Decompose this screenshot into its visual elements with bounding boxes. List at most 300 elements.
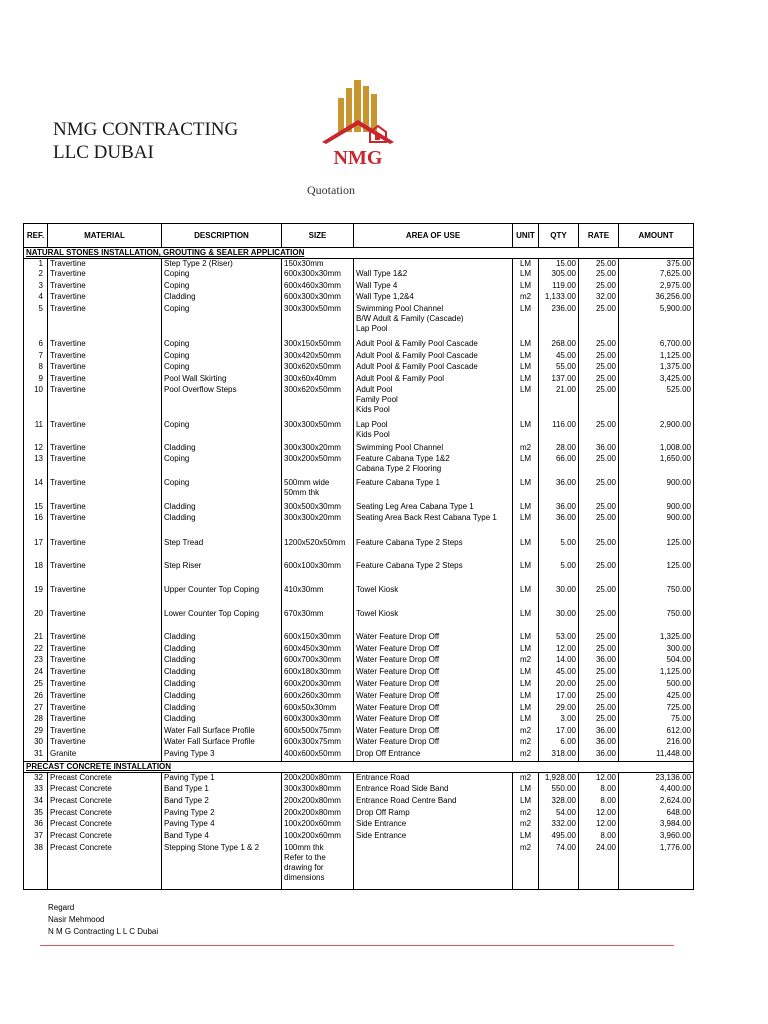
table-row — [24, 714, 694, 726]
cell-size-line: 300x300x20mm — [284, 443, 341, 452]
cell-area — [354, 351, 513, 362]
cell-area — [354, 478, 513, 502]
table-row — [24, 513, 694, 538]
cell-description: Paving Type 2 — [162, 808, 282, 819]
cell-unit: m2 — [513, 443, 539, 454]
cell-size — [282, 632, 354, 644]
cell-unit: m2 — [513, 726, 539, 737]
cell-ref: 10 — [24, 385, 48, 420]
cell-area — [354, 726, 513, 737]
cell-material: Travertine — [48, 609, 162, 632]
cell-size — [282, 679, 354, 691]
cell-amount: 7,625.00 — [619, 269, 694, 281]
cell-unit: m2 — [513, 843, 539, 889]
cell-area — [354, 679, 513, 691]
cell-amount: 648.00 — [619, 808, 694, 819]
cell-ref: 36 — [24, 819, 48, 831]
cell-qty: 53.00 — [539, 632, 579, 644]
cell-amount: 375.00 — [619, 259, 694, 270]
table-row — [24, 443, 694, 454]
cell-area-line: Kids Pool — [356, 405, 390, 414]
cell-description: Cladding — [162, 691, 282, 703]
cell-rate: 36.00 — [579, 749, 619, 761]
cell-size — [282, 454, 354, 478]
cell-area-line: Wall Type 4 — [356, 281, 398, 290]
cell-rate: 8.00 — [579, 784, 619, 796]
cell-area-line: Cabana Type 2 Flooring — [356, 464, 442, 473]
cell-area-line: Water Feature Drop Off — [356, 667, 440, 676]
cell-area — [354, 784, 513, 796]
cell-area-line: Adult Pool & Family Pool Cascade — [356, 351, 478, 360]
cell-unit: LM — [513, 374, 539, 385]
cell-material: Travertine — [48, 362, 162, 374]
cell-area — [354, 632, 513, 644]
cell-amount: 1,375.00 — [619, 362, 694, 374]
table-header-row — [24, 224, 694, 248]
table-row — [24, 655, 694, 667]
section-title: PRECAST CONCRETE INSTALLATION — [24, 761, 694, 772]
cell-material: Travertine — [48, 667, 162, 679]
logo-text: NMG — [333, 147, 383, 169]
cell-material: Travertine — [48, 292, 162, 304]
cell-area-line: Water Feature Drop Off — [356, 703, 440, 712]
cell-description: Coping — [162, 420, 282, 443]
cell-qty: 74.00 — [539, 843, 579, 889]
cell-area-line: Swimming Pool Channel — [356, 304, 444, 313]
cell-amount: 525.00 — [619, 385, 694, 420]
cell-material: Travertine — [48, 420, 162, 443]
cell-amount: 23,136.00 — [619, 772, 694, 784]
cell-material: Travertine — [48, 374, 162, 385]
cell-unit: m2 — [513, 749, 539, 761]
cell-area-line: Feature Cabana Type 1&2 — [356, 454, 450, 463]
table-row — [24, 784, 694, 796]
cell-size — [282, 796, 354, 808]
cell-material: Travertine — [48, 561, 162, 585]
cell-rate: 8.00 — [579, 796, 619, 808]
document-title: Quotation — [307, 183, 355, 197]
cell-rate: 36.00 — [579, 655, 619, 667]
cell-qty: 1,928.00 — [539, 772, 579, 784]
cell-description: Cladding — [162, 632, 282, 644]
cell-size — [282, 749, 354, 761]
cell-rate: 25.00 — [579, 259, 619, 270]
table-row — [24, 454, 694, 478]
cell-size — [282, 714, 354, 726]
cell-qty: 17.00 — [539, 726, 579, 737]
cell-size — [282, 644, 354, 655]
cell-ref: 25 — [24, 679, 48, 691]
cell-ref: 27 — [24, 703, 48, 714]
cell-material: Precast Concrete — [48, 796, 162, 808]
cell-qty: 55.00 — [539, 362, 579, 374]
cell-size — [282, 843, 354, 889]
cell-area-line: Entrance Road Side Band — [356, 784, 449, 793]
cell-ref: 37 — [24, 831, 48, 843]
cell-area — [354, 749, 513, 761]
cell-amount: 2,900.00 — [619, 420, 694, 443]
cell-size — [282, 808, 354, 819]
cell-ref: 30 — [24, 737, 48, 749]
cell-qty: 328.00 — [539, 796, 579, 808]
cell-size-line: 300x620x50mm — [284, 385, 341, 394]
cell-size — [282, 259, 354, 270]
cell-size-line: 670x30mm — [284, 609, 324, 618]
cell-rate: 25.00 — [579, 679, 619, 691]
cell-size-line: 100x200x60mm — [284, 831, 341, 840]
cell-material: Travertine — [48, 443, 162, 454]
cell-amount: 900.00 — [619, 513, 694, 538]
cell-rate: 25.00 — [579, 513, 619, 538]
cell-ref: 22 — [24, 644, 48, 655]
cell-ref: 29 — [24, 726, 48, 737]
cell-area-line: Towel Kiosk — [356, 585, 399, 594]
cell-amount: 900.00 — [619, 478, 694, 502]
table-row — [24, 644, 694, 655]
cell-description: Cladding — [162, 644, 282, 655]
cell-rate: 25.00 — [579, 632, 619, 644]
cell-description: Paving Type 3 — [162, 749, 282, 761]
cell-ref: 14 — [24, 478, 48, 502]
cell-description: Cladding — [162, 679, 282, 691]
cell-material: Travertine — [48, 538, 162, 561]
cell-unit: LM — [513, 385, 539, 420]
company-name-line2: LLC DUBAI — [53, 142, 154, 163]
cell-unit: LM — [513, 644, 539, 655]
cell-amount: 500.00 — [619, 679, 694, 691]
cell-description: Cladding — [162, 703, 282, 714]
cell-ref: 6 — [24, 339, 48, 351]
cell-area — [354, 691, 513, 703]
cell-qty: 29.00 — [539, 703, 579, 714]
cell-description: Pool Overflow Steps — [162, 385, 282, 420]
cell-description: Coping — [162, 339, 282, 351]
cell-rate: 36.00 — [579, 443, 619, 454]
cell-area-line: Seating Area Back Rest Cabana Type 1 — [356, 513, 497, 522]
cell-amount: 2,975.00 — [619, 281, 694, 292]
cell-ref: 1 — [24, 259, 48, 270]
cell-description: Cladding — [162, 502, 282, 513]
cell-qty: 550.00 — [539, 784, 579, 796]
cell-description: Coping — [162, 478, 282, 502]
cell-description: Paving Type 4 — [162, 819, 282, 831]
cell-material: Travertine — [48, 454, 162, 478]
cell-qty: 28.00 — [539, 443, 579, 454]
cell-ref: 24 — [24, 667, 48, 679]
cell-material: Granite — [48, 749, 162, 761]
cell-amount: 216.00 — [619, 737, 694, 749]
cell-size-line: 300x150x50mm — [284, 339, 341, 348]
cell-qty: 5.00 — [539, 561, 579, 585]
cell-area-line: Water Feature Drop Off — [356, 714, 440, 723]
cell-ref: 9 — [24, 374, 48, 385]
cell-unit: LM — [513, 561, 539, 585]
cell-unit: LM — [513, 351, 539, 362]
cell-size-line: 600x300x75mm — [284, 737, 341, 746]
column-header: MATERIAL — [48, 224, 162, 248]
cell-unit: m2 — [513, 772, 539, 784]
cell-material: Travertine — [48, 691, 162, 703]
footer-signature — [48, 902, 158, 938]
cell-area-line: Entrance Road Centre Band — [356, 796, 457, 805]
cell-rate: 25.00 — [579, 585, 619, 609]
table-row — [24, 374, 694, 385]
cell-qty: 30.00 — [539, 585, 579, 609]
cell-area-line: Family Pool — [356, 395, 398, 404]
cell-area-line: Water Feature Drop Off — [356, 737, 440, 746]
cell-unit: LM — [513, 679, 539, 691]
cell-area — [354, 796, 513, 808]
cell-rate: 25.00 — [579, 420, 619, 443]
cell-size — [282, 374, 354, 385]
cell-amount: 3,425.00 — [619, 374, 694, 385]
cell-material: Travertine — [48, 737, 162, 749]
cell-qty: 36.00 — [539, 502, 579, 513]
cell-size — [282, 655, 354, 667]
cell-unit: LM — [513, 796, 539, 808]
cell-qty: 5.00 — [539, 538, 579, 561]
table-row — [24, 385, 694, 420]
cell-rate: 25.00 — [579, 714, 619, 726]
cell-rate: 25.00 — [579, 351, 619, 362]
cell-size-line: 50mm thk — [284, 488, 320, 497]
cell-unit: LM — [513, 478, 539, 502]
cell-rate: 36.00 — [579, 737, 619, 749]
cell-unit: LM — [513, 420, 539, 443]
cell-size-line: 600x100x30mm — [284, 561, 341, 570]
cell-area-line: Lap Pool — [356, 324, 388, 333]
cell-unit: LM — [513, 454, 539, 478]
cell-rate: 25.00 — [579, 667, 619, 679]
cell-material: Travertine — [48, 679, 162, 691]
cell-size — [282, 304, 354, 339]
cell-area-line: Wall Type 1&2 — [356, 269, 408, 278]
table-row — [24, 420, 694, 443]
cell-size — [282, 362, 354, 374]
cell-description: Upper Counter Top Coping — [162, 585, 282, 609]
cell-unit: LM — [513, 304, 539, 339]
section-header-row — [24, 248, 694, 259]
cell-size — [282, 772, 354, 784]
cell-ref: 21 — [24, 632, 48, 644]
cell-ref: 34 — [24, 796, 48, 808]
cell-area — [354, 281, 513, 292]
column-header: REF. — [24, 224, 48, 248]
cell-description: Lower Counter Top Coping — [162, 609, 282, 632]
cell-amount: 125.00 — [619, 538, 694, 561]
cell-area-line: B/W Adult & Family (Cascade) — [356, 314, 464, 323]
cell-rate: 8.00 — [579, 831, 619, 843]
table-row — [24, 304, 694, 339]
cell-rate: 25.00 — [579, 691, 619, 703]
cell-unit: m2 — [513, 808, 539, 819]
cell-size — [282, 420, 354, 443]
cell-amount: 504.00 — [619, 655, 694, 667]
cell-qty: 137.00 — [539, 374, 579, 385]
cell-ref: 18 — [24, 561, 48, 585]
cell-size — [282, 737, 354, 749]
cell-size-line: 600x200x30mm — [284, 679, 341, 688]
table-row — [24, 339, 694, 351]
cell-qty: 20.00 — [539, 679, 579, 691]
cell-qty: 305.00 — [539, 269, 579, 281]
column-header: AMOUNT — [619, 224, 694, 248]
cell-description: Coping — [162, 304, 282, 339]
cell-area — [354, 667, 513, 679]
cell-amount: 1,125.00 — [619, 667, 694, 679]
cell-area — [354, 362, 513, 374]
cell-size-line: 400x600x50mm — [284, 749, 341, 758]
cell-unit: m2 — [513, 655, 539, 667]
cell-size-line: 600x300x30mm — [284, 292, 341, 301]
cell-size-line: 600x450x30mm — [284, 644, 341, 653]
table-row — [24, 561, 694, 585]
cell-area-line: Wall Type 1,2&4 — [356, 292, 414, 301]
table-row — [24, 819, 694, 831]
cell-unit: LM — [513, 281, 539, 292]
table-row — [24, 691, 694, 703]
cell-area-line: Drop Off Entrance — [356, 749, 421, 758]
cell-ref: 38 — [24, 843, 48, 889]
cell-unit: LM — [513, 703, 539, 714]
cell-ref: 32 — [24, 772, 48, 784]
cell-unit: LM — [513, 609, 539, 632]
cell-qty: 21.00 — [539, 385, 579, 420]
cell-description: Cladding — [162, 443, 282, 454]
cell-area-line: Adult Pool — [356, 385, 393, 394]
cell-size — [282, 385, 354, 420]
cell-unit: LM — [513, 269, 539, 281]
cell-material: Travertine — [48, 655, 162, 667]
table-row — [24, 351, 694, 362]
cell-size — [282, 478, 354, 502]
section-title: NATURAL STONES INSTALLATION, GROUTING & SEALER APPLICATION — [24, 248, 694, 259]
cell-area — [354, 772, 513, 784]
cell-area — [354, 385, 513, 420]
cell-unit: LM — [513, 667, 539, 679]
cell-area-line: Adult Pool & Family Pool Cascade — [356, 362, 478, 371]
cell-unit: LM — [513, 714, 539, 726]
cell-area — [354, 420, 513, 443]
cell-area — [354, 259, 513, 270]
cell-size-line: 200x200x80mm — [284, 808, 341, 817]
company-name-line1: NMG CONTRACTING — [53, 119, 239, 140]
cell-area — [354, 513, 513, 538]
cell-rate: 25.00 — [579, 561, 619, 585]
cell-qty: 318.00 — [539, 749, 579, 761]
cell-size-line: 600x180x30mm — [284, 667, 341, 676]
cell-rate: 25.00 — [579, 304, 619, 339]
table-row — [24, 478, 694, 502]
cell-qty: 66.00 — [539, 454, 579, 478]
cell-ref: 13 — [24, 454, 48, 478]
cell-amount: 750.00 — [619, 609, 694, 632]
cell-unit: LM — [513, 632, 539, 644]
cell-ref: 8 — [24, 362, 48, 374]
cell-area-line: Water Feature Drop Off — [356, 655, 440, 664]
cell-description: Band Type 1 — [162, 784, 282, 796]
cell-rate: 25.00 — [579, 281, 619, 292]
cell-amount: 3,960.00 — [619, 831, 694, 843]
cell-area — [354, 561, 513, 585]
cell-size — [282, 538, 354, 561]
cell-size — [282, 691, 354, 703]
cell-description: Cladding — [162, 667, 282, 679]
footer-company: N M G Contracting L L C Dubai — [48, 927, 159, 936]
cell-rate: 12.00 — [579, 808, 619, 819]
cell-area — [354, 502, 513, 513]
cell-size-line: drawing for — [284, 863, 324, 872]
cell-area — [354, 737, 513, 749]
cell-description: Step Riser — [162, 561, 282, 585]
cell-rate: 12.00 — [579, 819, 619, 831]
cell-rate: 25.00 — [579, 703, 619, 714]
cell-material: Precast Concrete — [48, 808, 162, 819]
cell-size-line: 600x500x75mm — [284, 726, 341, 735]
cell-size — [282, 292, 354, 304]
cell-amount: 6,700.00 — [619, 339, 694, 351]
cell-amount: 612.00 — [619, 726, 694, 737]
cell-area — [354, 292, 513, 304]
cell-amount: 725.00 — [619, 703, 694, 714]
cell-amount: 3,984.00 — [619, 819, 694, 831]
cell-qty: 54.00 — [539, 808, 579, 819]
cell-material: Travertine — [48, 726, 162, 737]
cell-unit: LM — [513, 339, 539, 351]
cell-ref: 23 — [24, 655, 48, 667]
cell-rate: 25.00 — [579, 374, 619, 385]
cell-qty: 14.00 — [539, 655, 579, 667]
cell-size-line: 300x300x20mm — [284, 513, 341, 522]
cell-material: Precast Concrete — [48, 819, 162, 831]
cell-amount: 750.00 — [619, 585, 694, 609]
cell-amount: 75.00 — [619, 714, 694, 726]
cell-area-line: Drop Off Ramp — [356, 808, 410, 817]
cell-size — [282, 609, 354, 632]
cell-unit: LM — [513, 538, 539, 561]
cell-size — [282, 819, 354, 831]
cell-ref: 31 — [24, 749, 48, 761]
cell-unit: LM — [513, 691, 539, 703]
cell-material: Travertine — [48, 703, 162, 714]
cell-amount: 300.00 — [619, 644, 694, 655]
cell-qty: 116.00 — [539, 420, 579, 443]
cell-area-line: Water Feature Drop Off — [356, 691, 440, 700]
cell-unit: m2 — [513, 292, 539, 304]
cell-area-line: Kids Pool — [356, 430, 390, 439]
cell-size — [282, 351, 354, 362]
cell-size-line: 200x200x80mm — [284, 772, 341, 782]
cell-description: Band Type 4 — [162, 831, 282, 843]
cell-area — [354, 609, 513, 632]
cell-size-line: 600x460x30mm — [284, 281, 341, 290]
cell-description: Coping — [162, 269, 282, 281]
cell-area-line: Entrance Road — [356, 772, 410, 782]
cell-amount: 900.00 — [619, 502, 694, 513]
cell-area-line: Towel Kiosk — [356, 609, 399, 618]
cell-area-line: Feature Cabana Type 2 Steps — [356, 538, 463, 547]
cell-amount: 1,650.00 — [619, 454, 694, 478]
column-header: AREA OF USE — [354, 224, 513, 248]
table-row — [24, 502, 694, 513]
cell-size-line: 150x30mm — [284, 259, 324, 268]
cell-unit: LM — [513, 502, 539, 513]
cell-size-line: 300x620x50mm — [284, 362, 341, 371]
cell-qty: 36.00 — [539, 478, 579, 502]
cell-amount: 1,125.00 — [619, 351, 694, 362]
cell-material: Precast Concrete — [48, 784, 162, 796]
cell-ref: 2 — [24, 269, 48, 281]
